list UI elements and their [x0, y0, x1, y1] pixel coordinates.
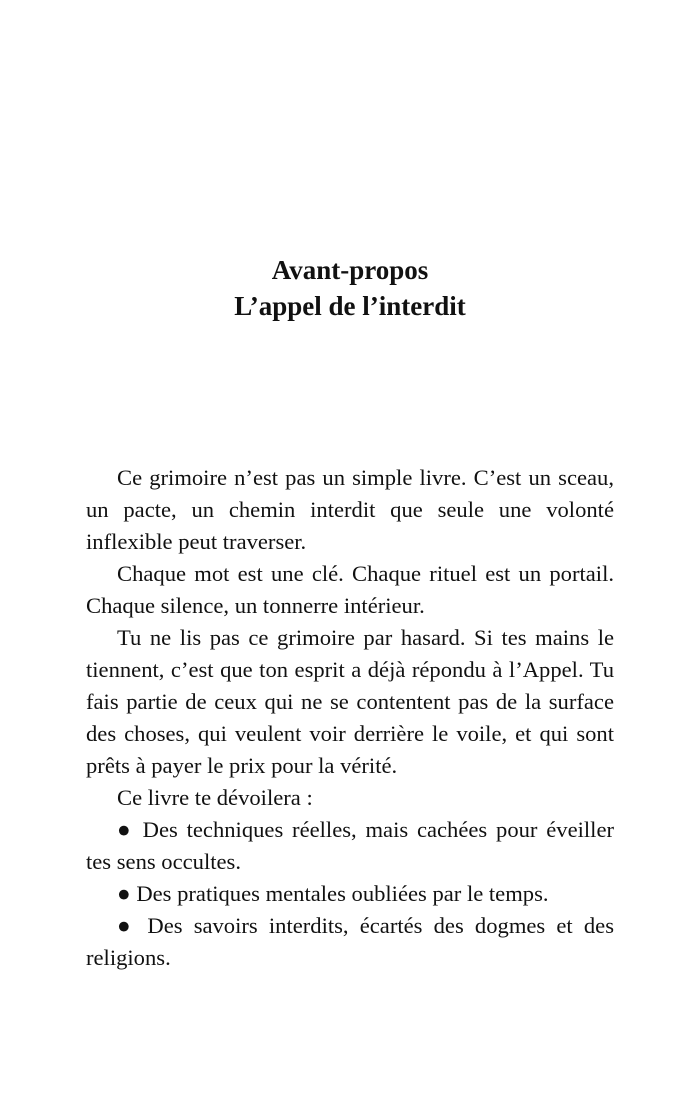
paragraph: Tu ne lis pas ce grimoire par hasard. Si tes mains le tiennent, c’est que ton esprit a déjà répondu à l’Appel. Tu fais partie de ceux qui ne se contentent pas de la surface des choses, qui veulent voir derrière le voile, et qui sont prêts à payer le prix pour la vérité. — [86, 625, 614, 778]
paragraph: Chaque mot est une clé. Chaque rituel est un portail. Chaque silence, un tonnerre intérieur. — [86, 561, 614, 618]
bullet-text: Des pratiques mentales oubliées par le temps. — [136, 881, 549, 906]
paragraph: Ce livre te dévoilera : — [117, 785, 313, 810]
bullet-item — [86, 910, 614, 974]
bullet-icon: ● — [117, 913, 137, 938]
chapter-title: Avant-propos — [271, 255, 429, 285]
bullet-item — [86, 878, 614, 910]
bullet-icon: ● — [117, 817, 134, 842]
chapter-subtitle: L’appel de l’interdit — [234, 291, 466, 321]
bullet-text: Des savoirs interdits, écartés des dogmes et des religions. — [86, 913, 614, 970]
chapter-heading — [0, 252, 700, 324]
bullet-item — [86, 814, 614, 878]
paragraph: Ce grimoire n’est pas un simple livre. C’est un sceau, un pacte, un chemin interdit que seule une volonté inflexible peut traverser. — [86, 465, 614, 554]
body-text — [86, 462, 614, 974]
bullet-icon: ● — [117, 881, 131, 906]
bullet-text: Des techniques réelles, mais cachées pour éveiller tes sens occultes. — [86, 817, 614, 874]
